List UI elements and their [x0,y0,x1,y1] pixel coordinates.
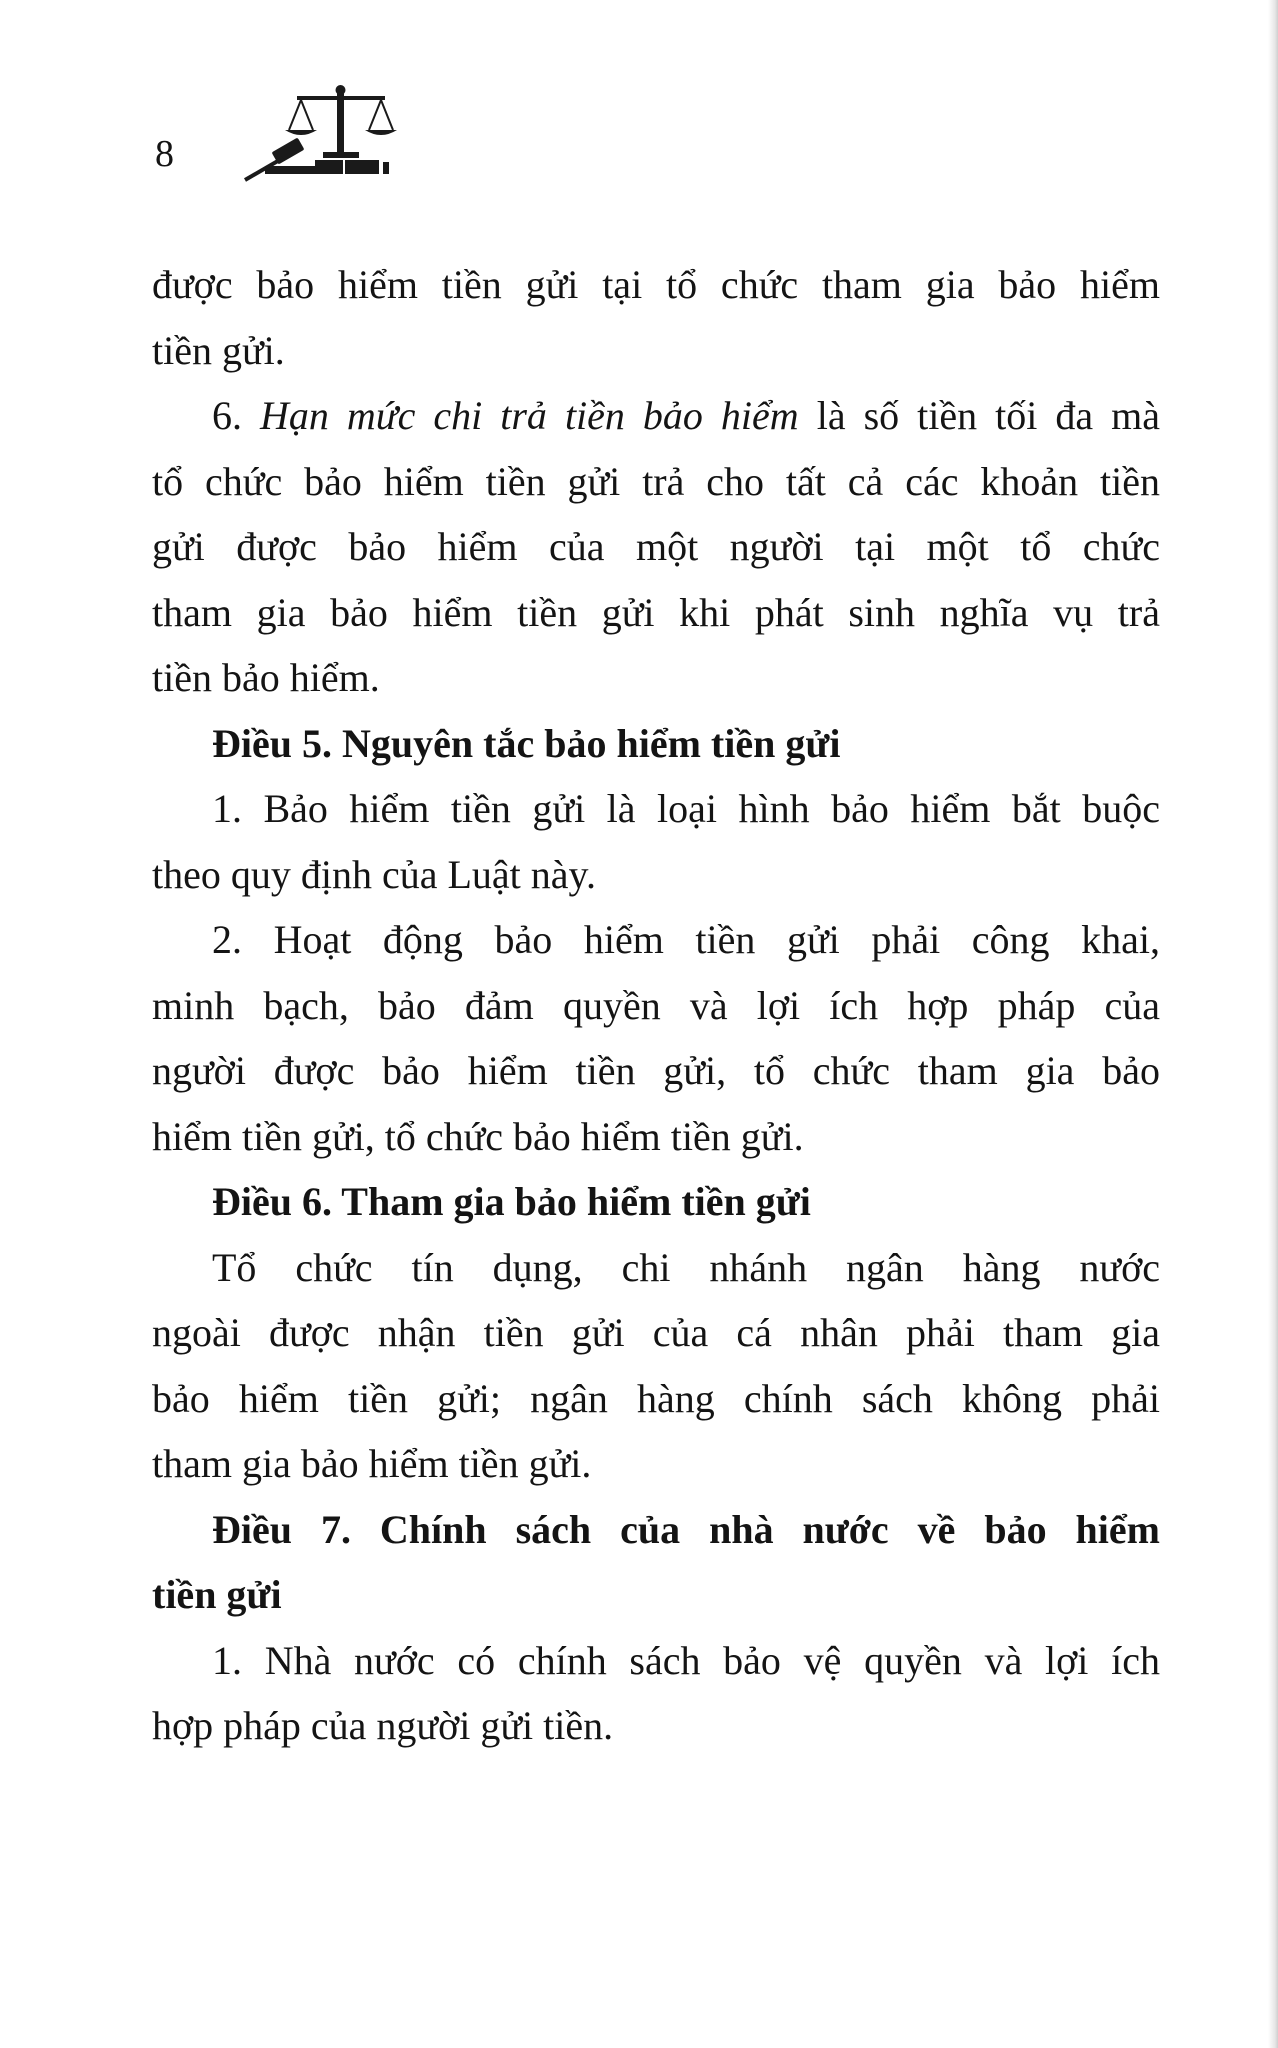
page-body [152,252,1160,1759]
scales-of-justice-and-gavel-icon [225,82,405,182]
defined-term: Hạn mức chi trả tiền bảo hiểm [260,393,799,438]
text-line: tham gia bảo hiểm tiền gửi. [152,1441,592,1486]
text-line: ngoài được nhận tiền gửi của cá nhân phải tham gia [152,1310,1160,1355]
text-line: tham gia bảo hiểm tiền gửi khi phát sinh nghĩa vụ trả [152,589,1160,635]
text-line: tổ chức bảo hiểm tiền gửi trả cho tất cả các khoản tiền [152,458,1160,504]
text-line: 1. Bảo hiểm tiền gửi là loại hình bảo hiểm bắt buộc [212,786,1160,831]
scan-edge [1268,0,1278,2048]
text-line: 2. Hoạt động bảo hiểm tiền gửi phải công khai, [212,917,1160,962]
text-line: người được bảo hiểm tiền gửi, tổ chức tham gia bảo [152,1048,1160,1093]
text-line: 1. Nhà nước có chính sách bảo vệ quyền và lợi ích [212,1637,1160,1683]
article-7-heading-cont: tiền gửi [152,1572,282,1617]
text-line: được bảo hiểm tiền gửi tại tổ chức tham gia bảo hiểm [152,262,1160,307]
article-5-heading: Điều 5. Nguyên tắc bảo hiểm tiền gửi [212,720,841,766]
text-line: tiền gửi. [152,327,285,373]
article-7-heading: Điều 7. Chính sách của nhà nước về bảo hiểm [212,1506,1160,1552]
definition-6-line [152,383,1160,449]
text-line: Tổ chức tín dụng, chi nhánh ngân hàng nước [212,1244,1160,1290]
article-6-heading: Điều 6. Tham gia bảo hiểm tiền gửi [212,1179,811,1224]
text-line: bảo hiểm tiền gửi; ngân hàng chính sách không phải [152,1375,1160,1421]
text-line: gửi được bảo hiểm của một người tại một tổ chức [152,524,1160,569]
definition-text: là số tiền tối đa mà [798,393,1161,438]
clause-number: 6. [212,393,261,438]
page-header [155,82,455,182]
page-number: 8 [155,133,174,175]
text-line: minh bạch, bảo đảm quyền và lợi ích hợp pháp của [152,982,1160,1028]
text-line: hợp pháp của người gửi tiền. [152,1703,614,1748]
text-line: theo quy định của Luật này. [152,851,596,897]
text-line: tiền bảo hiểm. [152,655,380,700]
text-line: hiểm tiền gửi, tổ chức bảo hiểm tiền gửi. [152,1113,804,1159]
